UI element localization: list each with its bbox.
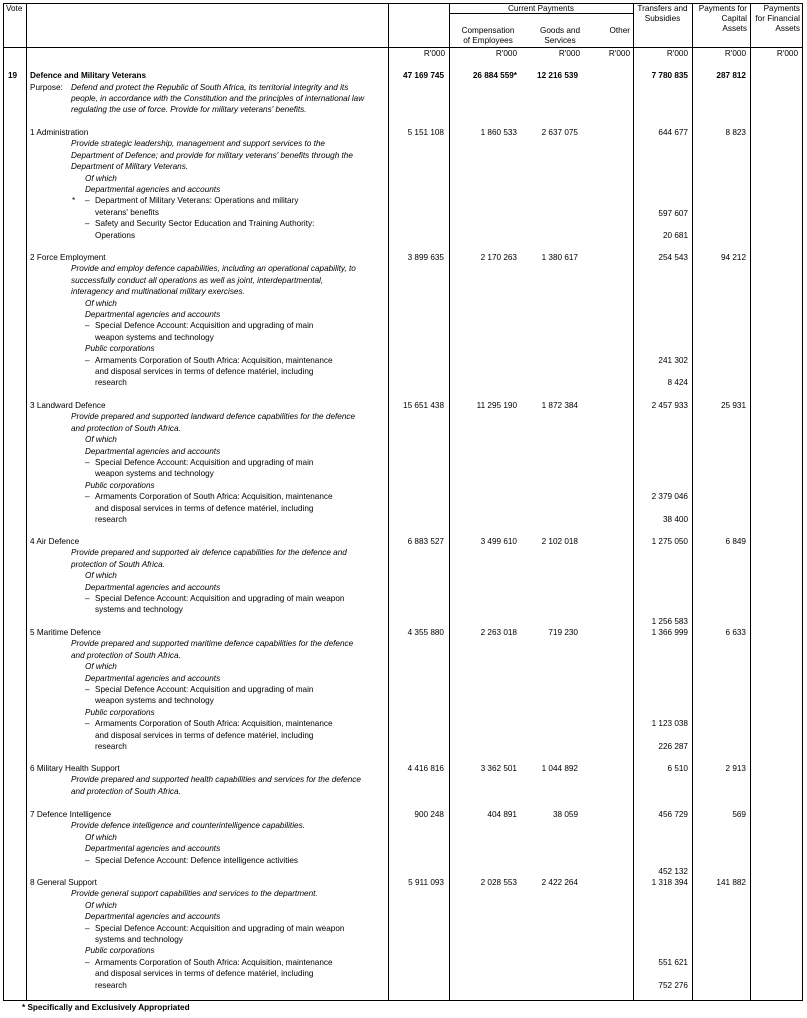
subheading: Public corporations xyxy=(85,481,155,490)
item-value: 241 302 xyxy=(658,356,688,365)
unit-label: R'000 xyxy=(776,49,798,58)
programme-description: Provide prepared and supported health capabilities and services for the defence xyxy=(71,775,361,784)
programme-capital: 94 212 xyxy=(720,253,746,262)
dash: – xyxy=(85,685,90,694)
dash: – xyxy=(85,321,90,330)
header-line: Capital xyxy=(721,14,747,23)
of-which-label: Of which xyxy=(85,833,117,842)
programme-description: Provide prepared and supported maritime defence capabilities for the defence xyxy=(71,639,354,648)
item-value: 226 287 xyxy=(658,742,688,751)
capital-header xyxy=(692,4,747,34)
programme-goods: 2 102 018 xyxy=(541,537,578,546)
header-line: Transfers and xyxy=(637,4,688,13)
dash: – xyxy=(85,458,90,467)
subheading: Departmental agencies and accounts xyxy=(85,447,221,456)
subheading: Departmental agencies and accounts xyxy=(85,310,221,319)
item-value: 8 424 xyxy=(667,378,688,387)
dash: – xyxy=(85,958,90,967)
programme-description: and protection of South Africa. xyxy=(71,424,181,433)
item-line: Operations xyxy=(95,231,136,240)
programme-description: Provide strategic leadership, management and support services to the xyxy=(71,139,325,148)
header-rule xyxy=(3,47,803,48)
purpose-line: Defend and protect the Republic of South Africa, its territorial integrity and its xyxy=(71,83,349,92)
programme-description: Provide and employ defence capabilities, including an operational capability, to xyxy=(71,264,356,273)
programme-total: 4 416 816 xyxy=(407,764,444,773)
of-which-label: Of which xyxy=(85,571,117,580)
programme-goods: 2 637 075 xyxy=(541,128,578,137)
header-line: Services xyxy=(544,36,576,45)
programme-goods: 1 044 892 xyxy=(541,764,578,773)
item-value: 20 681 xyxy=(662,231,688,240)
vote-transfers: 7 780 835 xyxy=(651,71,688,80)
item-line: systems and technology xyxy=(95,605,183,614)
item-line: weapon systems and technology xyxy=(95,333,214,342)
dash: – xyxy=(85,594,90,603)
subheading: Departmental agencies and accounts xyxy=(85,583,221,592)
programme-title: 7 Defence Intelligence xyxy=(30,810,112,819)
financial-header xyxy=(750,4,800,34)
programme-description: interagency and multinational military exercises. xyxy=(71,287,245,296)
header-line: Assets xyxy=(775,24,800,33)
item-line: Special Defence Account: Acquisition and upgrading of main xyxy=(95,321,314,330)
programme-description: and protection of South Africa. xyxy=(71,787,181,796)
item-line: research xyxy=(95,515,127,524)
purpose-line: people, in accordance with the Constitution and the principles of international law xyxy=(71,94,365,103)
item-line: and disposal services in terms of defence matériel, including xyxy=(95,504,314,513)
column-rule xyxy=(449,3,450,1001)
header-line: Payments for xyxy=(698,4,747,13)
unit-label: R'000 xyxy=(495,49,517,58)
item-line: veterans' benefits xyxy=(95,208,159,217)
programme-transfers: 1 366 999 xyxy=(651,628,688,637)
programme-compensation: 1 860 533 xyxy=(480,128,517,137)
programme-transfers: 1 318 394 xyxy=(651,878,688,887)
item-line: and disposal services in terms of defence matériel, including xyxy=(95,367,314,376)
item-line: Armaments Corporation of South Africa: Acquisition, maintenance xyxy=(95,958,333,967)
item-line: research xyxy=(95,981,127,990)
programme-total: 6 883 527 xyxy=(407,537,444,546)
programme-description: protection of South Africa. xyxy=(71,560,165,569)
programme-title: 1 Administration xyxy=(30,128,89,137)
programme-compensation: 404 891 xyxy=(487,810,517,819)
dash: – xyxy=(85,196,90,205)
vote-title: Defence and Military Veterans xyxy=(30,71,147,80)
programme-capital: 25 931 xyxy=(720,401,746,410)
subheading: Public corporations xyxy=(85,946,155,955)
programme-description: and protection of South Africa. xyxy=(71,651,181,660)
vote-capital: 287 812 xyxy=(716,71,746,80)
dash: – xyxy=(85,356,90,365)
programme-total: 5 151 108 xyxy=(407,128,444,137)
programme-title: 6 Military Health Support xyxy=(30,764,120,773)
item-line: research xyxy=(95,742,127,751)
unit-label: R'000 xyxy=(666,49,688,58)
programme-goods: 719 230 xyxy=(548,628,578,637)
item-value: 752 276 xyxy=(658,981,688,990)
item-value: 452 132 xyxy=(658,867,688,876)
of-which-label: Of which xyxy=(85,435,117,444)
header-line: of Employees xyxy=(463,36,513,45)
subheading: Departmental agencies and accounts xyxy=(85,674,221,683)
item-line: Special Defence Account: Defence intelligence activities xyxy=(95,856,298,865)
programme-total: 5 911 093 xyxy=(408,878,444,887)
dash: – xyxy=(85,719,90,728)
programme-transfers: 254 543 xyxy=(658,253,688,262)
purpose-line: regulating the use of force. Provide for military veterans' benefits. xyxy=(71,105,307,114)
programme-transfers: 6 510 xyxy=(667,764,688,773)
programme-capital: 569 xyxy=(732,810,746,819)
other-header: Other xyxy=(609,26,630,35)
subheading: Public corporations xyxy=(85,708,155,717)
column-rule xyxy=(388,3,389,1001)
programme-capital: 6 633 xyxy=(725,628,746,637)
item-line: Special Defence Account: Acquisition and upgrading of main weapon xyxy=(95,924,345,933)
item-value: 1 123 038 xyxy=(651,719,688,728)
subheading: Departmental agencies and accounts xyxy=(85,912,221,921)
programme-transfers: 1 275 050 xyxy=(651,537,688,546)
programme-compensation: 3 499 610 xyxy=(480,537,517,546)
programme-compensation: 2 263 018 xyxy=(480,628,517,637)
item-line: Safety and Security Sector Education and Training Authority: xyxy=(95,219,315,228)
appropriation-marker: * xyxy=(72,196,76,205)
header-line: Goods and xyxy=(539,26,581,35)
programme-description: Provide prepared and supported air defence capabilities for the defence and xyxy=(71,548,347,557)
header-line: Assets xyxy=(722,24,747,33)
programme-total: 15 651 438 xyxy=(403,401,444,410)
programme-capital: 6 849 xyxy=(725,537,746,546)
item-line: Armaments Corporation of South Africa: Acquisition, maintenance xyxy=(95,492,333,501)
unit-label: R'000 xyxy=(558,49,580,58)
item-line: systems and technology xyxy=(95,935,183,944)
column-rule xyxy=(26,3,27,1001)
programme-description: Provide general support capabilities and services to the department. xyxy=(71,889,318,898)
programme-title: 4 Air Defence xyxy=(30,537,80,546)
programme-capital: 141 882 xyxy=(716,878,746,887)
purpose-label: Purpose: xyxy=(30,83,63,92)
item-line: and disposal services in terms of defence matériel, including xyxy=(95,969,314,978)
programme-compensation: 2 028 553 xyxy=(480,878,517,887)
of-which-label: Of which xyxy=(85,662,117,671)
programme-goods: 38 059 xyxy=(552,810,578,819)
programme-title: 8 General Support xyxy=(30,878,97,887)
unit-label: R'000 xyxy=(724,49,746,58)
unit-label: R'000 xyxy=(423,49,445,58)
vote-total: 47 169 745 xyxy=(403,71,444,80)
item-line: Armaments Corporation of South Africa: Acquisition, maintenance xyxy=(95,356,333,365)
programme-title: 2 Force Employment xyxy=(30,253,106,262)
dash: – xyxy=(85,924,90,933)
item-line: Special Defence Account: Acquisition and upgrading of main weapon xyxy=(95,594,345,603)
dash: – xyxy=(85,492,90,501)
programme-capital: 2 913 xyxy=(725,764,746,773)
item-line: Department of Military Veterans: Operations and military xyxy=(95,196,299,205)
programme-total: 3 899 635 xyxy=(407,253,444,262)
programme-transfers: 644 677 xyxy=(658,128,688,137)
programme-transfers: 456 729 xyxy=(658,810,688,819)
item-line: research xyxy=(95,378,127,387)
programme-description: Provide prepared and supported landward defence capabilities for the defence xyxy=(71,412,356,421)
programme-capital: 8 823 xyxy=(725,128,746,137)
header-line: Subsidies xyxy=(644,14,681,23)
footnote: * Specifically and Exclusively Appropriated xyxy=(22,1003,190,1012)
programme-goods: 1 380 617 xyxy=(541,253,578,262)
vote-goods: 12 216 539 xyxy=(537,71,578,80)
item-value: 551 621 xyxy=(658,958,688,967)
vote-compensation: 26 884 559* xyxy=(472,71,517,80)
programme-total: 4 355 880 xyxy=(407,628,444,637)
subheading: Public corporations xyxy=(85,344,155,353)
item-value: 2 379 046 xyxy=(651,492,688,501)
item-value: 597 607 xyxy=(658,209,688,218)
vote-number: 19 xyxy=(8,71,18,80)
programme-transfers: 2 457 933 xyxy=(651,401,688,410)
programme-compensation: 2 170 263 xyxy=(480,253,517,262)
goods-header xyxy=(530,26,590,46)
subheading: Departmental agencies and accounts xyxy=(85,844,221,853)
dash: – xyxy=(85,219,90,228)
item-line: Special Defence Account: Acquisition and upgrading of main xyxy=(95,685,314,694)
item-line: Special Defence Account: Acquisition and upgrading of main xyxy=(95,458,314,467)
column-rule xyxy=(750,3,751,1001)
unit-label: R'000 xyxy=(608,49,630,58)
programme-description: successfully conduct all operations as well as joint, interdepartmental, xyxy=(71,276,324,285)
programme-goods: 1 872 384 xyxy=(541,401,578,410)
dash: – xyxy=(85,856,90,865)
programme-total: 900 248 xyxy=(414,810,444,819)
programme-title: 5 Maritime Defence xyxy=(30,628,101,637)
of-which-label: Of which xyxy=(85,901,117,910)
programme-description: Department of Military Veterans. xyxy=(71,162,189,171)
transfers-header xyxy=(633,4,692,24)
header-line: Payments xyxy=(763,4,800,13)
compensation-header xyxy=(452,26,524,46)
programme-description: Department of Defence; and provide for military veterans' benefits through the xyxy=(71,151,353,160)
programme-goods: 2 422 264 xyxy=(541,878,578,887)
subheading: Departmental agencies and accounts xyxy=(85,185,221,194)
item-line: Armaments Corporation of South Africa: Acquisition, maintenance xyxy=(95,719,333,728)
of-which-label: Of which xyxy=(85,299,117,308)
header-line: Compensation xyxy=(461,26,515,35)
current-payments-header: Current Payments xyxy=(508,4,574,13)
header-line: for Financial xyxy=(755,14,800,23)
of-which-label: Of which xyxy=(85,174,117,183)
item-value: 38 400 xyxy=(662,515,688,524)
programme-title: 3 Landward Defence xyxy=(30,401,106,410)
item-line: weapon systems and technology xyxy=(95,696,214,705)
programme-compensation: 3 362 501 xyxy=(480,764,517,773)
programme-description: Provide defence intelligence and counterintelligence capabilities. xyxy=(71,821,305,830)
vote-header: Vote xyxy=(6,4,23,13)
item-line: and disposal services in terms of defence matériel, including xyxy=(95,731,314,740)
item-line: weapon systems and technology xyxy=(95,469,214,478)
column-rule xyxy=(692,3,693,1001)
programme-compensation: 11 295 190 xyxy=(476,401,517,410)
column-rule xyxy=(633,3,634,1001)
item-value: 1 256 583 xyxy=(651,617,688,626)
